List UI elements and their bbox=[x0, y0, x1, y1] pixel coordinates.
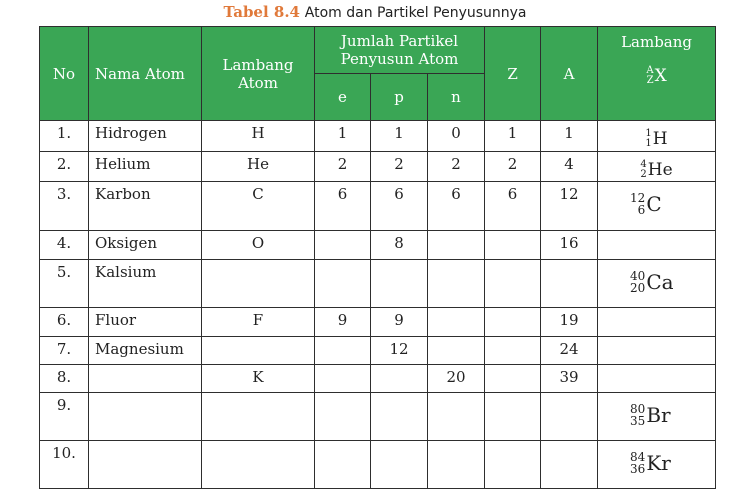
caption-label: Tabel 8.4 bbox=[223, 3, 300, 21]
cell-e: 6 bbox=[315, 182, 371, 231]
cell-lambang: H bbox=[202, 121, 315, 152]
header-p: p bbox=[371, 74, 428, 121]
isotope-atomic-number: 6 bbox=[637, 203, 646, 217]
table-row bbox=[40, 182, 716, 231]
cell-e bbox=[315, 231, 371, 260]
header-a: A bbox=[541, 27, 598, 121]
isotope-symbol bbox=[630, 270, 674, 294]
cell-lambang-isotope bbox=[598, 182, 716, 231]
isotope-element: He bbox=[647, 160, 673, 180]
table-row bbox=[40, 121, 716, 152]
cell-lambang-isotope bbox=[598, 308, 716, 337]
cell-e: 1 bbox=[315, 121, 371, 152]
cell-p: 2 bbox=[371, 152, 428, 182]
header-z: Z bbox=[485, 27, 541, 121]
cell-no: 10. bbox=[40, 441, 89, 489]
cell-a: 39 bbox=[541, 365, 598, 393]
cell-no: 3. bbox=[40, 182, 89, 231]
cell-z: 1 bbox=[485, 121, 541, 152]
header-jumlah-partikel: Jumlah Partikel Penyusun Atom bbox=[315, 27, 485, 74]
cell-e bbox=[315, 393, 371, 441]
cell-z bbox=[485, 365, 541, 393]
cell-p: 1 bbox=[371, 121, 428, 152]
cell-e bbox=[315, 260, 371, 308]
isotope-element: Ca bbox=[646, 270, 674, 294]
cell-a: 19 bbox=[541, 308, 598, 337]
header-e: e bbox=[315, 74, 371, 121]
isotope-atomic-number: 20 bbox=[630, 281, 646, 295]
cell-nama: Oksigen bbox=[89, 231, 202, 260]
cell-lambang-isotope bbox=[598, 365, 716, 393]
cell-lambang: He bbox=[202, 152, 315, 182]
cell-lambang-isotope bbox=[598, 121, 716, 152]
isotope-mass-number: 12 bbox=[630, 191, 646, 205]
isotope-atomic-number: 1 bbox=[645, 138, 652, 149]
notation-element-letter: X bbox=[654, 66, 667, 86]
isotope-atomic-number: 36 bbox=[630, 462, 646, 476]
cell-p bbox=[371, 393, 428, 441]
cell-nama bbox=[89, 441, 202, 489]
table-row bbox=[40, 365, 716, 393]
cell-n: 2 bbox=[428, 152, 485, 182]
cell-nama bbox=[89, 393, 202, 441]
cell-e bbox=[315, 441, 371, 489]
cell-n: 0 bbox=[428, 121, 485, 152]
cell-nama: Hidrogen bbox=[89, 121, 202, 152]
cell-p bbox=[371, 260, 428, 308]
cell-a bbox=[541, 441, 598, 489]
cell-p bbox=[371, 365, 428, 393]
cell-lambang: K bbox=[202, 365, 315, 393]
table-row bbox=[40, 231, 716, 260]
isotope-mass-number: 4 bbox=[640, 159, 647, 170]
cell-lambang bbox=[202, 260, 315, 308]
header-nama-atom: Nama Atom bbox=[89, 27, 202, 121]
isotope-element: Br bbox=[646, 403, 671, 427]
isotope-symbol bbox=[630, 192, 662, 216]
table-body bbox=[40, 121, 716, 489]
cell-lambang: F bbox=[202, 308, 315, 337]
cell-z bbox=[485, 393, 541, 441]
cell-lambang-isotope bbox=[598, 152, 716, 182]
isotope-atomic-number: 2 bbox=[640, 169, 647, 180]
cell-lambang: C bbox=[202, 182, 315, 231]
cell-no: 1. bbox=[40, 121, 89, 152]
cell-n bbox=[428, 308, 485, 337]
header-no: No bbox=[40, 27, 89, 121]
cell-lambang-isotope bbox=[598, 337, 716, 365]
cell-nama bbox=[89, 365, 202, 393]
cell-nama: Fluor bbox=[89, 308, 202, 337]
cell-n: 20 bbox=[428, 365, 485, 393]
cell-a bbox=[541, 260, 598, 308]
table-row bbox=[40, 308, 716, 337]
notation-mass-letter: A bbox=[646, 65, 654, 76]
cell-z bbox=[485, 337, 541, 365]
cell-lambang-isotope bbox=[598, 441, 716, 489]
cell-z bbox=[485, 260, 541, 308]
table-row bbox=[40, 441, 716, 489]
cell-no: 5. bbox=[40, 260, 89, 308]
cell-n bbox=[428, 441, 485, 489]
cell-a: 4 bbox=[541, 152, 598, 182]
cell-e: 9 bbox=[315, 308, 371, 337]
cell-a bbox=[541, 393, 598, 441]
cell-no: 8. bbox=[40, 365, 89, 393]
table-row bbox=[40, 393, 716, 441]
cell-no: 9. bbox=[40, 393, 89, 441]
cell-p: 9 bbox=[371, 308, 428, 337]
cell-z bbox=[485, 231, 541, 260]
cell-nama: Kalsium bbox=[89, 260, 202, 308]
cell-p bbox=[371, 441, 428, 489]
cell-n bbox=[428, 231, 485, 260]
cell-a: 12 bbox=[541, 182, 598, 231]
cell-n bbox=[428, 260, 485, 308]
cell-no: 6. bbox=[40, 308, 89, 337]
cell-z bbox=[485, 441, 541, 489]
cell-no: 2. bbox=[40, 152, 89, 182]
isotope-element: Kr bbox=[646, 451, 671, 475]
cell-p: 12 bbox=[371, 337, 428, 365]
cell-nama: Helium bbox=[89, 152, 202, 182]
cell-no: 7. bbox=[40, 337, 89, 365]
isotope-mass-number: 80 bbox=[630, 402, 646, 416]
isotope-element: H bbox=[652, 129, 668, 149]
cell-z: 6 bbox=[485, 182, 541, 231]
cell-lambang bbox=[202, 441, 315, 489]
isotope-mass-number: 1 bbox=[645, 128, 652, 139]
table-row bbox=[40, 260, 716, 308]
cell-z: 2 bbox=[485, 152, 541, 182]
isotope-symbol bbox=[645, 129, 667, 149]
cell-lambang bbox=[202, 393, 315, 441]
header-lambang-label: Lambang bbox=[621, 33, 692, 51]
cell-a: 24 bbox=[541, 337, 598, 365]
cell-e: 2 bbox=[315, 152, 371, 182]
cell-lambang bbox=[202, 337, 315, 365]
header-lambang bbox=[598, 27, 716, 121]
header-n: n bbox=[428, 74, 485, 121]
cell-a: 1 bbox=[541, 121, 598, 152]
table-row bbox=[40, 337, 716, 365]
isotope-element: C bbox=[646, 192, 662, 216]
cell-z bbox=[485, 308, 541, 337]
table-row bbox=[40, 152, 716, 182]
cell-no: 4. bbox=[40, 231, 89, 260]
cell-lambang-isotope bbox=[598, 393, 716, 441]
isotope-symbol bbox=[630, 403, 671, 427]
cell-e bbox=[315, 337, 371, 365]
cell-a: 16 bbox=[541, 231, 598, 260]
cell-nama: Magnesium bbox=[89, 337, 202, 365]
cell-lambang-isotope bbox=[598, 231, 716, 260]
atom-table bbox=[39, 26, 716, 489]
cell-n bbox=[428, 393, 485, 441]
isotope-mass-number: 40 bbox=[630, 269, 646, 283]
cell-lambang-isotope bbox=[598, 260, 716, 308]
isotope-symbol bbox=[640, 160, 672, 180]
cell-nama: Karbon bbox=[89, 182, 202, 231]
isotope-atomic-number: 35 bbox=[630, 414, 646, 428]
caption-title: Atom dan Partikel Penyusunnya bbox=[304, 5, 527, 21]
cell-p: 8 bbox=[371, 231, 428, 260]
cell-lambang: O bbox=[202, 231, 315, 260]
isotope-mass-number: 84 bbox=[630, 450, 646, 464]
isotope-symbol bbox=[630, 451, 671, 475]
table-caption bbox=[0, 2, 750, 23]
cell-p: 6 bbox=[371, 182, 428, 231]
header-lambang-notation bbox=[646, 66, 666, 86]
table-header bbox=[40, 27, 716, 121]
header-lambang-atom: Lambang Atom bbox=[202, 27, 315, 121]
cell-n bbox=[428, 337, 485, 365]
cell-n: 6 bbox=[428, 182, 485, 231]
cell-e bbox=[315, 365, 371, 393]
notation-atomic-letter: Z bbox=[646, 75, 654, 86]
